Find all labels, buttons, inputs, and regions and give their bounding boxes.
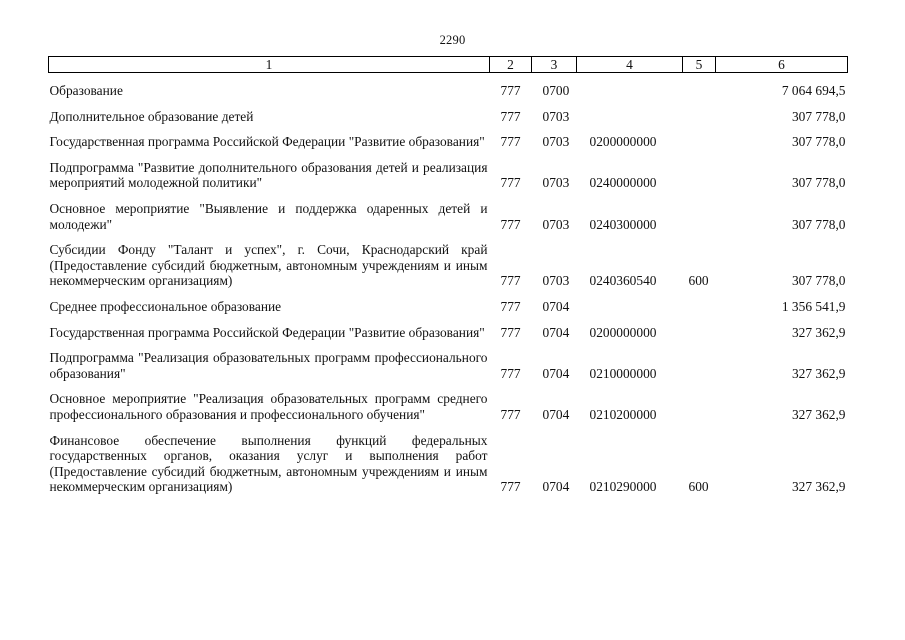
row-gr-code: 777 [500,365,521,381]
row-expense-type [683,381,716,422]
row-target-code: 0200000000 [589,134,657,150]
row-gr-code: 777 [500,216,521,232]
budget-table [48,56,848,495]
row-gr-code: 777 [500,479,521,495]
row-gr-code: 777 [500,134,521,150]
table-row [49,289,848,315]
table-row [49,423,848,495]
row-amount: 327 362,9 [791,365,846,381]
row-section-code: 0703 [542,134,570,150]
row-name: Среднее профессиональное образование [49,298,282,314]
row-section-code: 0704 [542,365,570,381]
row-expense-type [683,315,716,341]
row-target-code [577,99,683,125]
row-section-code: 0704 [542,298,570,314]
row-expense-type: 600 [688,273,709,289]
row-name: Государственная программа Российской Федерации "Развитие образования" [49,134,485,150]
header-col-1: 1 [49,57,490,73]
row-gr-code: 777 [500,273,521,289]
table-row [49,191,848,232]
row-section-code: 0700 [542,83,570,98]
row-gr-code: 777 [500,83,521,98]
row-name: Государственная программа Российской Федерации "Развитие образования" [49,324,485,340]
row-amount: 307 778,0 [791,175,846,191]
row-target-code [577,73,683,99]
table-row [49,73,848,99]
row-name: Основное мероприятие "Реализация образовательных программ среднего профессионального образования и профессионального обучения" [49,391,488,422]
row-target-code: 0240300000 [589,216,657,232]
row-target-code: 0200000000 [589,324,657,340]
header-row [49,57,848,73]
row-expense-type [683,99,716,125]
row-section-code: 0704 [542,324,570,340]
row-section-code: 0703 [542,175,570,191]
table-body [49,73,848,495]
header-col-2: 2 [490,57,532,73]
row-section-code: 0703 [542,273,570,289]
table-row [49,124,848,150]
row-section-code: 0704 [542,406,570,422]
row-amount: 307 778,0 [791,216,846,232]
row-expense-type [683,150,716,191]
row-gr-code: 777 [500,175,521,191]
row-name: Дополнительное образование детей [49,108,254,124]
header-col-6: 6 [716,57,848,73]
row-name: Субсидии Фонду "Талант и успех", г. Сочи, Краснодарский край (Предоставление субсидий бюджетным, автономным учреждениям и иным некоммерческим организациям) [49,242,488,289]
row-section-code: 0703 [542,108,570,124]
row-amount: 327 362,9 [791,479,846,495]
row-target-code: 0210290000 [589,479,657,495]
row-gr-code: 777 [500,324,521,340]
table-header [49,57,848,73]
row-name: Подпрограмма "Развитие дополнительного образования детей и реализация мероприятий молодежной политики" [49,159,488,191]
header-col-3: 3 [532,57,577,73]
row-section-code: 0703 [542,216,570,232]
row-target-code: 0210200000 [589,406,657,422]
row-name: Подпрограмма "Реализация образовательных программ профессионального образования" [49,350,488,381]
table-row [49,99,848,125]
table-row [49,381,848,422]
row-amount: 327 362,9 [791,324,846,340]
table-row [49,150,848,191]
row-expense-type [683,289,716,315]
row-target-code: 0240360540 [589,273,657,289]
row-expense-type [683,124,716,150]
row-amount: 7 064 694,5 [781,83,846,98]
table-row [49,340,848,381]
row-name: Основное мероприятие "Выявление и поддержка одаренных детей и молодежи" [49,200,488,232]
header-col-5: 5 [683,57,716,73]
page-number: 2290 [439,33,466,47]
row-expense-type [683,191,716,232]
header-col-4: 4 [577,57,683,73]
row-expense-type: 600 [688,479,709,495]
row-amount: 327 362,9 [791,406,846,422]
row-amount: 307 778,0 [791,273,846,289]
row-name: Образование [49,83,123,98]
row-section-code: 0704 [542,479,570,495]
row-expense-type [683,73,716,99]
row-name: Финансовое обеспечение выполнения функций федеральных государственных органов, оказания услуг и выполнения работ (Предоставление субсидий бюджетным, автономным учреждениям и иным некоммерческим организациям) [49,432,488,495]
row-target-code: 0240000000 [589,175,657,191]
table-row [49,315,848,341]
row-amount: 307 778,0 [791,108,846,124]
table-row [49,232,848,289]
row-target-code: 0210000000 [589,365,657,381]
row-amount: 307 778,0 [791,134,846,150]
row-target-code [577,289,683,315]
row-gr-code: 777 [500,298,521,314]
row-gr-code: 777 [500,406,521,422]
row-amount: 1 356 541,9 [781,298,846,314]
row-expense-type [683,340,716,381]
row-gr-code: 777 [500,108,521,124]
